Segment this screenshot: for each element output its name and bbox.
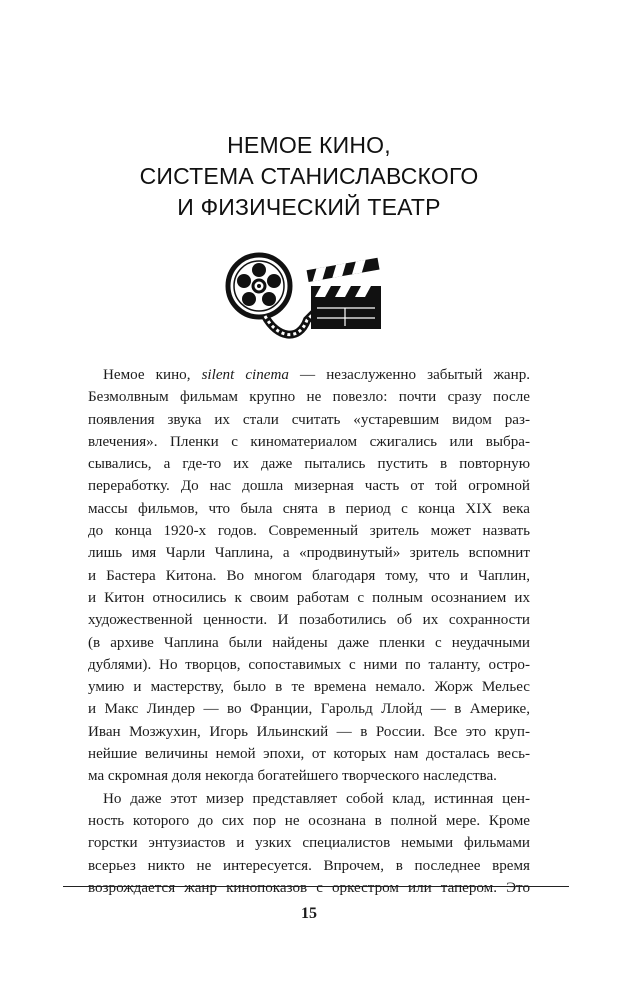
paragraph-line: Иван Мозжухин, Игорь Ильинский — в России. Все это круп- <box>88 723 530 740</box>
paragraph-line: умию и мастерству, было в те времена немало. Жорж Мельес <box>88 679 530 696</box>
paragraph-line: до конца 1920-х годов. Современный зритель может назвать <box>88 523 530 540</box>
chapter-title-line-3: И ФИЗИЧЕСКИЙ ТЕАТР <box>177 194 441 220</box>
clapperboard-icon <box>307 258 381 329</box>
paragraph-line: всерьез никто не интересуется. Впрочем, в последнее время <box>88 857 530 874</box>
page-number: 15 <box>301 905 317 922</box>
line-part: Немое кино, <box>103 367 202 383</box>
paragraph-line: ность которого до сих пор не осознана в полной мере. Кроме <box>88 812 530 829</box>
paragraph-line: и Макс Линдер — во Франции, Гарольд Ллойд — в Америке, <box>88 701 530 718</box>
film-reel-icon <box>228 255 290 317</box>
paragraph-line: ма скромная доля некогда богатейшего творческого наследства. <box>88 768 497 785</box>
paragraph-line: Безмолвным фильмам крупно не повезло: почти сразу после <box>88 389 530 406</box>
paragraph-line: и Китон относились к своим работам с полным осознанием их <box>88 589 530 606</box>
film-reel-and-clapperboard-icon <box>225 250 395 342</box>
paragraph-line: (в архиве Чаплина были найдены даже пленки с неудачными <box>88 634 530 651</box>
paragraph-line: возрождается жанр кинопоказов с оркестром или тапером. Это <box>88 879 530 896</box>
footer-divider <box>63 886 569 887</box>
paragraph-line: художественной ценности. И позаботились об их сохранности <box>88 612 530 629</box>
paragraph-line: сывались, а где-то их даже пытались пустить в повторную <box>88 456 530 473</box>
paragraph-line: дублями). Но творцов, сопоставимых с ними по таланту, остро- <box>88 656 530 673</box>
paragraph-line: горстки энтузиастов и узких специалистов немыми фильмами <box>88 835 530 852</box>
paragraph-line: лишь имя Чарли Чаплина, а «продвинутый» зритель вспомнит <box>88 545 530 562</box>
paragraph-line: массы фильмов, что была снята в период с конца XIX века <box>88 500 530 517</box>
paragraph-line <box>88 364 530 386</box>
paragraph-line: переработку. До нас дошла мизерная часть от той огромной <box>88 478 530 495</box>
chapter-title <box>0 130 618 223</box>
chapter-title-line-1: НЕМОЕ КИНО, <box>227 132 391 158</box>
paragraph-line: нейшие величины немой эпохи, от которых нам досталась весь- <box>88 746 530 763</box>
line-italic: silent cinema <box>201 367 289 383</box>
paragraph-line: появления звука их стали считать «устаревшим видом раз- <box>88 411 530 428</box>
paragraph-line: и Бастера Китона. Во многом благодаря тому, что и Чаплин, <box>88 567 530 584</box>
paragraph-line: влечения». Пленки с киноматериалом сжигались или выбра- <box>88 433 530 450</box>
paragraph-line: Но даже этот мизер представляет собой клад, истинная цен- <box>103 790 530 807</box>
line-part: — незаслуженно забытый жанр. <box>288 367 530 383</box>
chapter-title-line-2: СИСТЕМА СТАНИСЛАВСКОГО <box>139 163 479 189</box>
body-text <box>88 364 530 899</box>
